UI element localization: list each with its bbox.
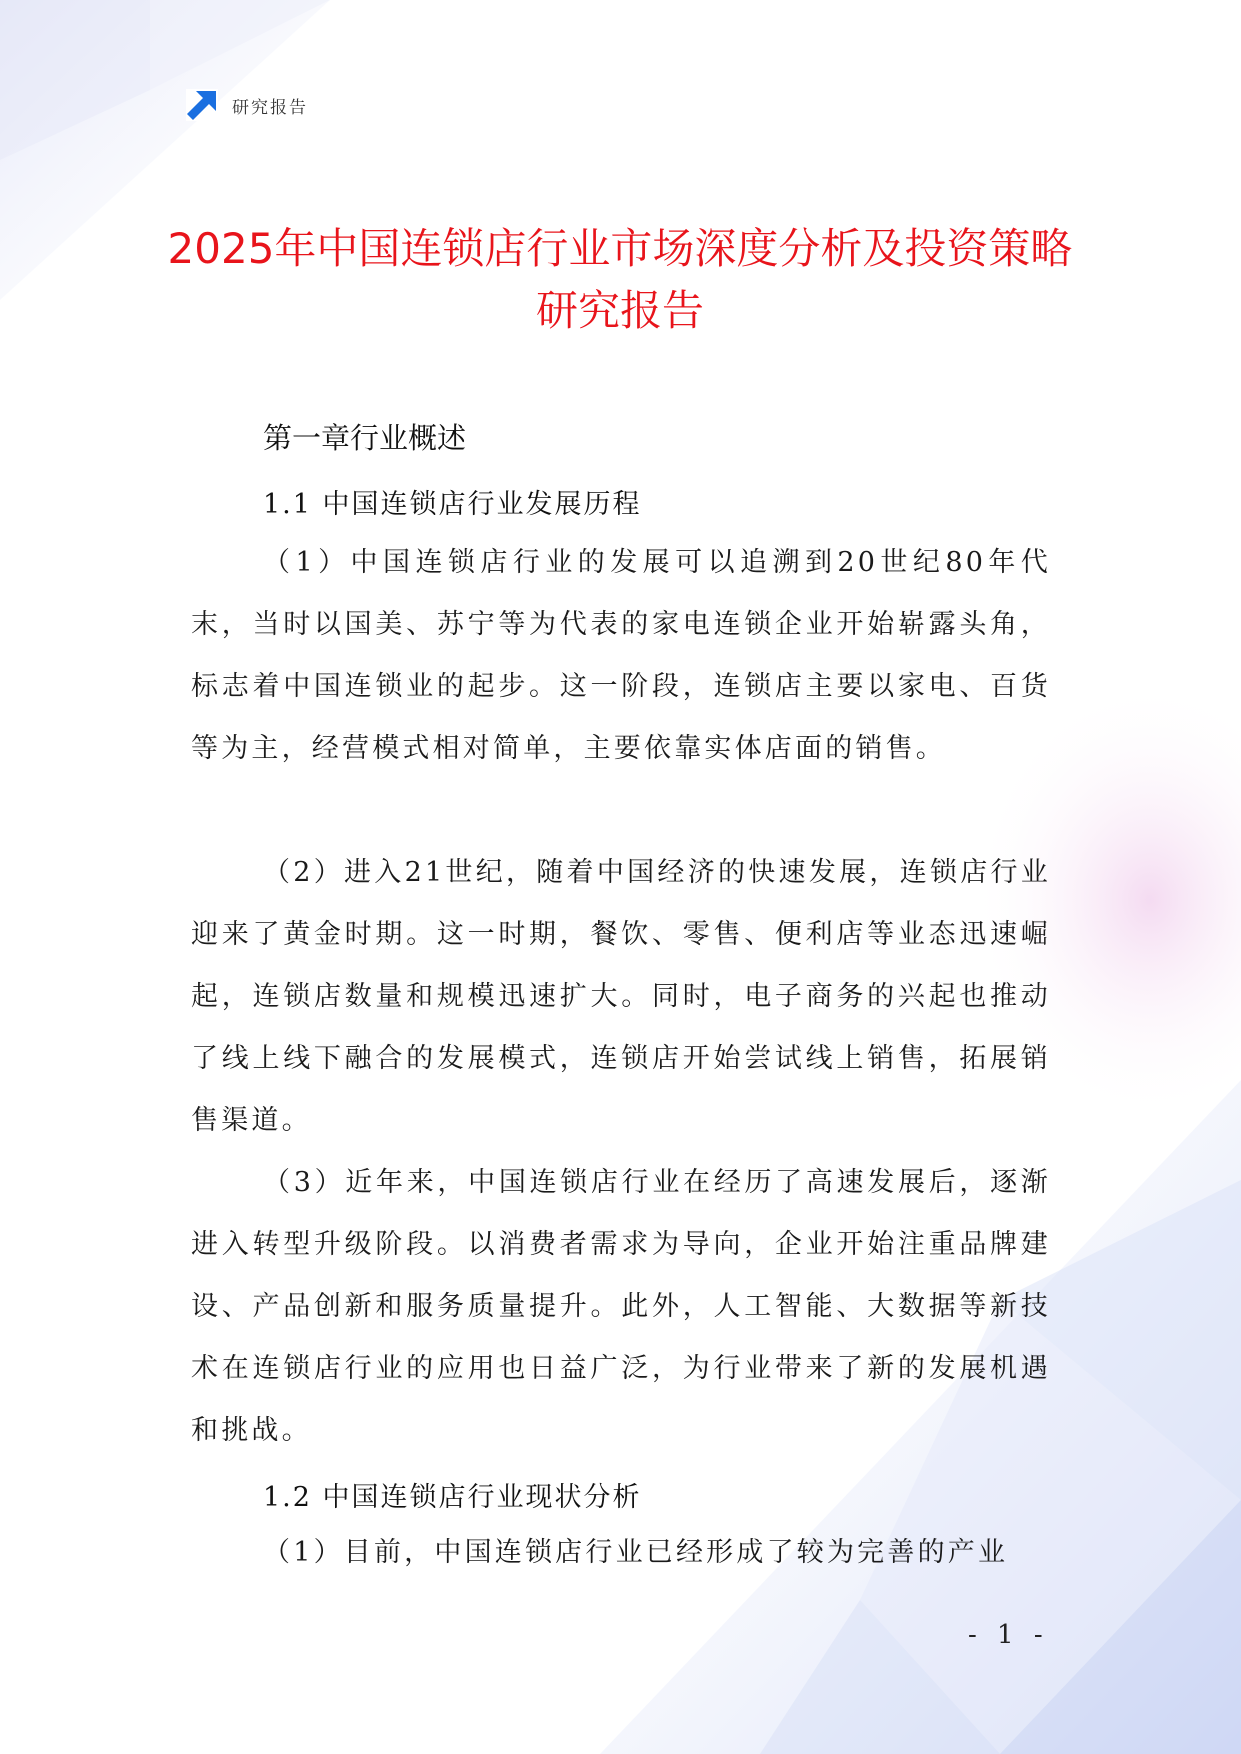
header-label: 研究报告	[232, 97, 308, 118]
paragraph: （2）进入21世纪，随着中国经济的快速发展，连锁店行业迎来了黄金时期。这一时期，餐饮、零售、便利店等业态迅速崛起，连锁店数量和规模迅速扩大。同时，电子商务的兴起也推动了线上线下融合的发展模式，连锁店开始尝试线上销售，拓展销售渠道。	[191, 857, 1051, 1136]
page-number: - 1 -	[968, 1620, 1049, 1650]
report-header	[186, 88, 308, 122]
paragraph: （3）近年来，中国连锁店行业在经历了高速发展后，逐渐进入转型升级阶段。以消费者需求为导向，企业开始注重品牌建设、产品创新和服务质量提升。此外，人工智能、大数据等新技术在连锁店行业的应用也日益广泛，为行业带来了新的发展机遇和挑战。	[191, 1167, 1051, 1446]
arrow-up-right-icon	[186, 89, 218, 121]
section-heading: 1.2 中国连锁店行业现状分析	[263, 1482, 642, 1513]
paragraph: （1）中国连锁店行业的发展可以追溯到20世纪80年代末，当时以国美、苏宁等为代表的家电连锁企业开始崭露头角，标志着中国连锁业的起步。这一阶段，连锁店主要以家电、百货等为主，经营模式相对简单，主要依靠实体店面的销售。	[191, 547, 1051, 764]
report-title: 2025年中国连锁店行业市场深度分析及投资策略研究报告	[167, 224, 1073, 335]
chapter-heading: 第一章行业概述	[263, 421, 467, 455]
section-heading: 1.1 中国连锁店行业发展历程	[263, 489, 642, 520]
paragraph: （1）目前，中国连锁店行业已经形成了较为完善的产业	[263, 1537, 1009, 1568]
